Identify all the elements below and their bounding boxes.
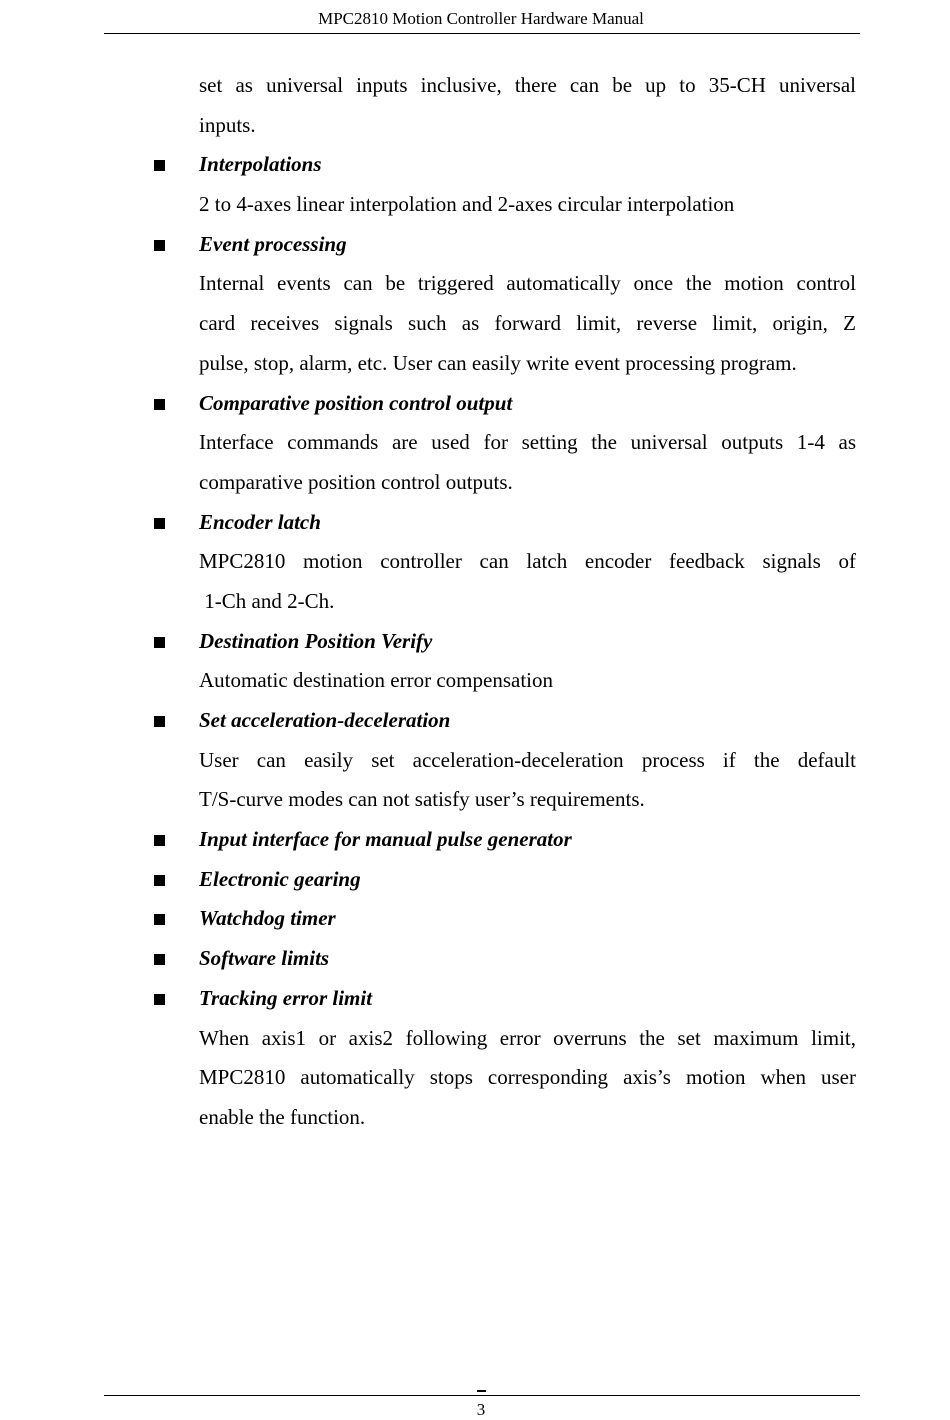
paragraph-line bbox=[0, 661, 950, 701]
feature-heading: Event processing bbox=[199, 231, 347, 256]
page-body bbox=[0, 66, 950, 1138]
square-bullet-icon bbox=[154, 716, 165, 727]
paragraph-line bbox=[0, 463, 950, 503]
intro-text-line: inputs. bbox=[199, 112, 256, 137]
feature-item-event-processing bbox=[0, 225, 950, 265]
page-header-title: MPC2810 Motion Controller Hardware Manual bbox=[318, 9, 644, 28]
square-bullet-icon bbox=[154, 160, 165, 171]
paragraph-line bbox=[0, 264, 950, 304]
feature-heading: Electronic gearing bbox=[199, 866, 361, 891]
paragraph-line bbox=[0, 106, 950, 146]
feature-heading: Software limits bbox=[199, 946, 330, 971]
square-bullet-icon bbox=[154, 240, 165, 251]
paragraph-line bbox=[0, 582, 950, 622]
paragraph-line bbox=[0, 66, 950, 106]
paragraph-line bbox=[0, 1058, 950, 1098]
square-bullet-icon bbox=[154, 994, 165, 1005]
square-bullet-icon bbox=[154, 875, 165, 886]
square-bullet-icon bbox=[154, 399, 165, 410]
feature-item-encoder-latch bbox=[0, 503, 950, 543]
feature-heading: Set acceleration-deceleration bbox=[199, 708, 451, 732]
square-bullet-icon bbox=[154, 637, 165, 648]
paragraph-line bbox=[0, 741, 950, 781]
square-bullet-icon bbox=[154, 835, 165, 846]
feature-heading: Tracking error limit bbox=[199, 985, 373, 1010]
feature-heading: Watchdog timer bbox=[199, 906, 336, 931]
feature-description-line: When axis1 or axis2 following error overruns the set maximum limit, bbox=[199, 1025, 856, 1050]
paragraph-line bbox=[0, 780, 950, 820]
square-bullet-icon bbox=[154, 954, 165, 965]
feature-description-line: 2 to 4-axes linear interpolation and 2-axes circular interpolation bbox=[199, 192, 735, 217]
header-rule bbox=[104, 33, 860, 34]
feature-heading: Interpolations bbox=[199, 152, 322, 177]
paragraph-line bbox=[0, 304, 950, 344]
intro-text-line: set as universal inputs inclusive, there can be up to 35-CH universal bbox=[199, 73, 856, 97]
feature-description-line: Automatic destination error compensation bbox=[199, 668, 553, 693]
paragraph-line bbox=[0, 423, 950, 463]
page-number: 3 bbox=[476, 1400, 486, 1419]
feature-heading: Encoder latch bbox=[199, 509, 321, 534]
feature-item-manual-pulse bbox=[0, 820, 950, 860]
feature-heading: Input interface for manual pulse generator bbox=[199, 827, 572, 852]
feature-item-watchdog-timer bbox=[0, 899, 950, 939]
feature-item-comparative-output bbox=[0, 384, 950, 424]
feature-description-line: T/S-curve modes can not satisfy user’s requirements. bbox=[199, 787, 645, 812]
feature-item-destination-verify bbox=[0, 622, 950, 662]
paragraph-line bbox=[0, 185, 950, 225]
paragraph-line bbox=[0, 344, 950, 384]
square-bullet-icon bbox=[154, 518, 165, 529]
square-bullet-icon bbox=[154, 914, 165, 925]
paragraph-line bbox=[0, 1019, 950, 1059]
feature-item-interpolations bbox=[0, 145, 950, 185]
feature-item-electronic-gearing bbox=[0, 860, 950, 900]
footer-mark bbox=[477, 1390, 486, 1392]
feature-description-line: comparative position control outputs. bbox=[199, 469, 513, 494]
feature-description-line: MPC2810 automatically stops corresponding axis’s motion when user bbox=[199, 1065, 856, 1090]
feature-description-line: card receives signals such as forward limit, reverse limit, origin, Z bbox=[199, 311, 856, 336]
feature-item-tracking-error bbox=[0, 979, 950, 1019]
paragraph-line bbox=[0, 542, 950, 582]
feature-description-line: pulse, stop, alarm, etc. User can easily write event processing program. bbox=[199, 350, 797, 375]
feature-description-line: User can easily set acceleration-deceleration process if the default bbox=[199, 747, 856, 772]
feature-item-set-acceleration bbox=[0, 701, 950, 741]
feature-heading: Destination Position Verify bbox=[199, 628, 433, 653]
paragraph-line bbox=[0, 1098, 950, 1138]
footer-rule bbox=[104, 1395, 860, 1396]
feature-description-line: enable the function. bbox=[199, 1104, 366, 1129]
feature-description-line: 1-Ch and 2-Ch. bbox=[199, 588, 335, 613]
feature-heading: Comparative position control output bbox=[199, 390, 513, 415]
feature-description-line: MPC2810 motion controller can latch encoder feedback signals of bbox=[199, 549, 856, 574]
feature-item-software-limits bbox=[0, 939, 950, 979]
feature-description-line: Interface commands are used for setting the universal outputs 1-4 as bbox=[199, 430, 856, 455]
feature-description-line: Internal events can be triggered automatically once the motion control bbox=[199, 271, 856, 296]
